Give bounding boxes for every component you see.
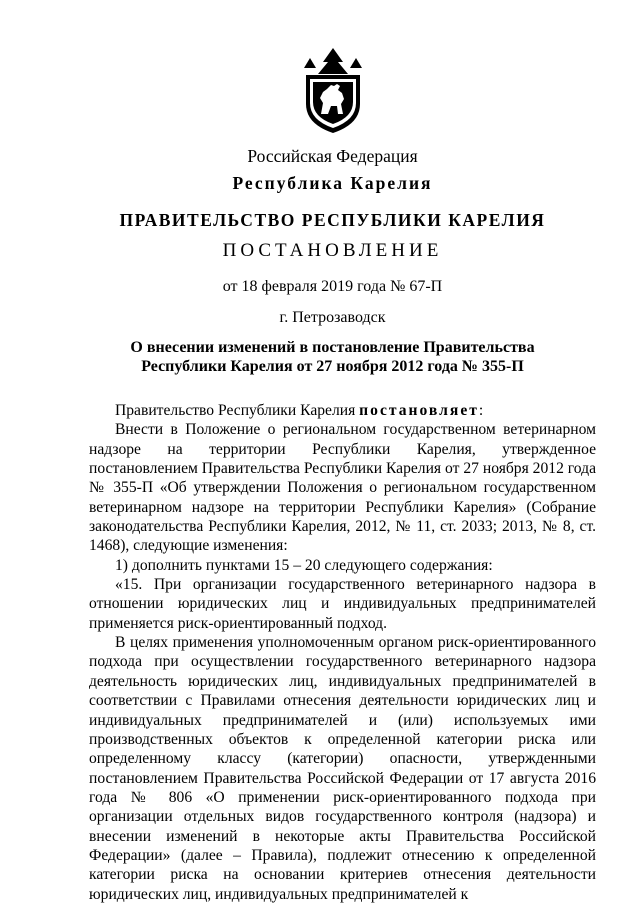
government-name: ПРАВИТЕЛЬСТВО РЕСПУБЛИКИ КАРЕЛИЯ <box>119 210 546 230</box>
intro-keyword: постановляет <box>359 402 479 419</box>
document-title-line-1: О внесении изменений в постановление Правительства <box>130 339 535 356</box>
country-name: Российская Федерация <box>247 146 418 166</box>
intro-prefix: Правительство Республики Карелия <box>115 402 360 419</box>
document-type: ПОСТАНОВЛЕНИЕ <box>222 240 443 261</box>
document-city: г. Петрозаводск <box>279 309 386 326</box>
document-date-number: от 18 февраля 2019 года № 67-П <box>222 278 443 295</box>
karelia-coat-of-arms-icon <box>296 48 370 134</box>
document-title <box>60 338 605 376</box>
body-paragraph: «15. При организации государственного ветеринарного надзора в отношении юридических лиц и индивидуальных предпринимателей применяется риск-ориентированный подход. <box>89 576 596 632</box>
intro-suffix: : <box>478 402 484 419</box>
document-body <box>89 401 596 904</box>
body-paragraph: В целях применения уполномоченным органом риск-ориентированного подхода при осуществлении государственного ветеринарного надзора деятельность юридических лиц, индивидуальных предпринимателей в соответствии с Правилами отнесения деятельности юридических лиц и индивидуальных предпринимателей и (или) используемых ими производственных объектов к определенной категории риска или определенному классу (категории) опасности, утвержденными постановлением Правительства Российской Федерации от 17 августа 2016 года № 806 «О применении риск-ориентированного подхода при организации отдельных видов государственного контроля (надзора) и внесении изменений в некоторые акты Правительства Российской Федерации» (далее – Правила), подлежит отнесению к определенной категории риска на основании критериев отнесения деятельности юридических лиц, индивидуальных предпринимателей к <box>89 634 596 903</box>
intro-paragraph <box>89 401 596 420</box>
document-title-line-2: Республики Карелия от 27 ноября 2012 года № 355-П <box>141 358 524 375</box>
body-paragraph: 1) дополнить пунктами 15 – 20 следующего содержания: <box>115 556 493 574</box>
body-paragraph: Внести в Положение о региональном государственном ветеринарном надзоре на территории Республики Карелия, утвержденное постановлением Правительства Республики Карелия от 27 ноября 2012 года № 355-П «Об утверждении Положения о региональном государственном ветеринарном надзоре на территории Республики Карелия» (Собрание законодательства Республики Карелия, 2012, № 11, ст. 2033; 2013, № 8, ст. 1468), следующие изменения: <box>89 421 596 555</box>
republic-name: Республика Карелия <box>232 173 433 193</box>
